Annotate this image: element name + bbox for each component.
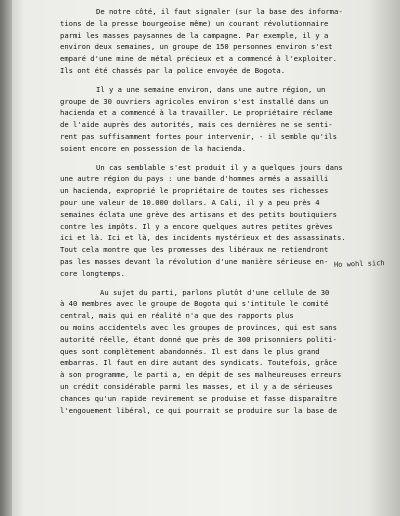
text-line: De notre côté, il faut signaler (sur la base des informa-	[96, 7, 343, 16]
text-line: groupe de 30 ouvriers agricoles environ s'est installé dans un	[60, 96, 329, 106]
text-line: parmi les masses paysannes de la campagne. Par exemple, il y a	[60, 30, 329, 40]
text-line: ou moins accidentels avec les groupes de provinces, qui est sans	[60, 322, 337, 332]
text-line: central, mais qui en réalité n'a que des rapports plus	[60, 311, 294, 321]
text-line: ques sont complètement abandonnés. Il est dans le plus grand	[60, 346, 320, 356]
text-line: emparé d'une mine de métal précieux et a commencé à l'exploiter.	[60, 54, 337, 64]
text-line: ici et là. Ici et là, des incidents mystérieux et des assassinats.	[60, 233, 346, 243]
text-line: tions de la presse bourgeoise même) un courant révolutionnaire	[60, 18, 329, 28]
text-line: Tout cela montre que les promesses des libéraux ne retiendront	[60, 245, 329, 255]
text-line: core longtemps.	[60, 268, 125, 278]
text-line: une autre région du pays : une bande d'hommes armés a assailli	[60, 174, 329, 184]
text-line: hacienda et a commencé à la travailler. Le propriétaire réclame	[60, 108, 333, 118]
text-line: un crédit considérable parmi les masses, et il y a de sérieuses	[60, 381, 333, 391]
page-fold-shadow	[0, 0, 12, 516]
text-line: Il y a une semaine environ, dans une autre région, un	[96, 84, 326, 94]
text-line: un hacienda, exproprié le propriétaire de toutes ses richesses	[60, 186, 329, 196]
text-line: contre les impôts. Il y a encore quelques autres petites grèves	[60, 221, 333, 231]
paragraph-gap	[60, 280, 400, 287]
text-line: autorité réelle, étant donné que près de 300 prisonniers politi-	[60, 334, 337, 344]
handwritten-margin-note: Ho wohl sich	[333, 259, 385, 269]
text-line: à 40 membres avec le groupe de Bogota qui s'intitule le comité	[60, 299, 329, 309]
text-line: Ils ont été chassés par la police envoyée de Bogota.	[60, 65, 286, 75]
text-line: l'engouement libéral, ce qui pourrait se produire sur la base de	[60, 405, 337, 415]
text-line: rent pas suffisamment fortes pour intervenir, - il semble qu'ils	[60, 131, 337, 141]
text-line: à son programme, le parti a, en dépit de ses malheureuses erreurs	[60, 370, 342, 380]
document-body	[60, 6, 400, 416]
text-line: pas les masses devant la révolution d'une manière sérieuse en-	[60, 256, 329, 266]
text-line: semaines éclata une grève des artisans et des petits boutiquiers	[60, 209, 337, 219]
text-line: embarras. Il faut en dire autant des syndicats. Toutefois, grâce	[60, 358, 337, 368]
text-line: chances qu'un rapide revirement se produise et fasse disparaître	[60, 393, 337, 403]
paragraph-gap	[60, 77, 400, 84]
text-line: environ deux semaines, un groupe de 150 personnes environ s'est	[60, 42, 333, 52]
text-line: Un cas semblable s'est produit il y a quelques jours dans	[96, 162, 343, 172]
text-line: pour une valeur de 10.000 dollars. A Cali, il y a peu près 4	[60, 197, 320, 207]
text-line: de l'aide auprès des autorités, mais ces dernières ne se senti-	[60, 120, 333, 130]
text-line: soient encore en possession de la hacienda.	[60, 143, 247, 153]
paragraph-gap	[60, 155, 400, 162]
text-line: Au sujet du parti, parlons plutôt d'une cellule de 30	[100, 287, 330, 297]
